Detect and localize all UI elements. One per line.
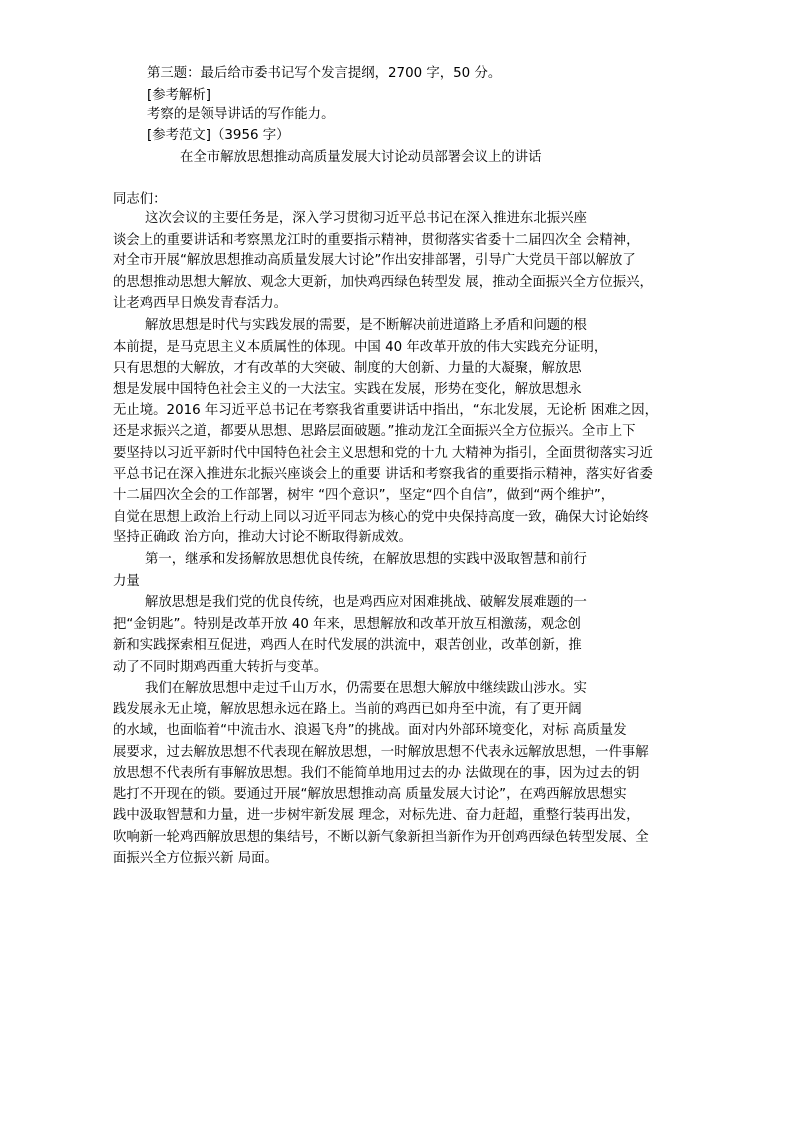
body-line: 展要求，过去解放思想不代表现在解放思想，一时解放思想不代表永远解放思想，一件事解 [113,745,649,760]
analysis-label: [参考解析] [147,88,212,103]
body-line: 无止境。2016 年习近平总书记在考察我省重要讲话中指出，“东北发展，无论析 困难之因， [113,403,658,418]
body-line: 解放思想是我们党的优良传统，也是鸡西应对困难挑战、破解发展难题的一 [145,595,587,610]
body-line: 十二届四次全会的工作部署，树牢 “四个意识”，坚定“四个自信”，做到“两个维护”， [113,488,615,503]
question-heading: 第三题：最后给市委书记写个发言提纲，2700 字，50 分。 [147,66,502,81]
body-line: 的水域，也面临着“中流击水、浪遏飞舟”的挑战。面对内外部环境变化，对标 高质量发 [113,723,627,738]
speech-title: 在全市解放思想推动高质量发展大讨论动员部署会议上的讲话 [180,150,542,165]
body-line: 践中汲取智慧和力量，进一步树牢新发展 理念，对标先进、奋力赶超，重整行装再出发， [113,808,640,823]
body-line: 这次会议的主要任务是，深入学习贯彻习近平总书记在深入推进东北振兴座 [145,211,587,226]
analysis-text: 考察的是领导讲话的写作能力。 [147,107,335,122]
body-line: 动了不同时期鸡西重大转折与变革。 [113,660,328,675]
body-line: 我们在解放思想中走过千山万水，仍需要在思想大解放中继续跋山涉水。实 [145,681,587,696]
sample-essay-label: [参考范文]（3956 字） [147,128,290,143]
body-line: 平总书记在深入推进东北振兴座谈会上的重要 讲话和考察我省的重要指示精神，落实好省委 [113,467,653,482]
body-line: 本前提，是马克思主义本质属性的体现。中国 40 年改革开放的伟大实践充分证明， [113,340,608,355]
body-line: 面振兴全方位振兴新 局面。 [113,851,278,866]
body-line: 想是发展中国特色社会主义的一大法宝。实践在发展，形势在变化，解放思想永 [113,382,582,397]
body-line: 只有思想的大解放，才有改革的大突破、制度的大创新、力量的大凝聚，解放思 [113,361,582,376]
body-line: 谈会上的重要讲话和考察黑龙江时的重要指示精神，贯彻落实省委十二届四次全 会精神， [113,233,640,248]
body-line: 放思想不代表所有事解放思想。我们不能简单地用过去的办 法做现在的事，因为过去的钥 [113,766,640,781]
body-line: 吹响新一轮鸡西解放思想的集结号，不断以新气象新担当新作为开创鸡西绿色转型发展、全 [113,830,649,845]
body-line: 把“金钥匙”。特别是改革开放 40 年来，思想解放和改革开放互相激荡，观念创 [113,617,581,632]
section-heading: 第一，继承和发扬解放思想优良传统，在解放思想的实践中汲取智慧和前行 [145,552,587,567]
body-line: 解放思想是时代与实践发展的需要，是不断解决前进道路上矛盾和问题的根 [145,318,587,333]
section-heading: 力量 [113,574,140,589]
body-line: 坚持正确政 治方向，推动大讨论不断取得新成效。 [113,530,412,545]
body-line: 新和实践探索相互促进，鸡西人在时代发展的洪流中，艰苦创业，改革创新，推 [113,638,582,653]
body-line: 让老鸡西早日焕发青春活力。 [113,296,288,311]
body-line: 对全市开展“解放思想推动高质量发展大讨论”作出安排部署，引导广大党员干部以解放了 [113,253,636,268]
body-line: 自觉在思想上政治上行动上同以习近平同志为核心的党中央保持高度一致，确保大讨论始终 [113,510,649,525]
body-line: 的思想推动思想大解放、观念大更新，加快鸡西绿色转型发 展，推动全面振兴全方位振兴， [113,275,653,290]
body-line: 要坚持以习近平新时代中国特色社会主义思想和党的十九 大精神为指引，全面贯彻落实习近 [113,446,653,461]
body-line: 匙打不开现在的锁。要通过开展“解放思想推动高 质量发展大讨论”，在鸡西解放思想实 [113,787,627,802]
body-line: 践发展永无止境，解放思想永远在路上。当前的鸡西已如舟至中流，有了更开阔 [113,702,582,717]
greeting: 同志们： [113,192,167,207]
body-line: 还是求振兴之道，都要从思想、思路层面破题。”推动龙江全面振兴全方位振兴。全市上下 [113,424,636,439]
